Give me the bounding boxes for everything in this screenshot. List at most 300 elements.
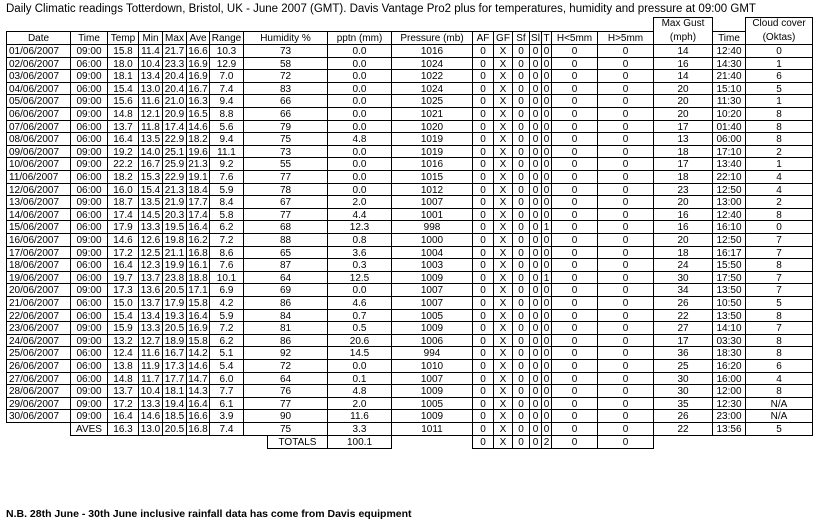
cell-t: 0 [541, 82, 552, 95]
cell-h-lt5: 0 [551, 57, 598, 70]
aves-range: 7.4 [209, 422, 244, 436]
totals-pptn: 100.1 [327, 435, 392, 449]
cell-humidity: 77 [243, 170, 328, 184]
cell-min: 13.5 [138, 132, 163, 146]
cell-humidity: 75 [243, 132, 328, 146]
aves-min: 13.0 [138, 422, 163, 436]
cell-time: 06:00 [70, 82, 108, 95]
cell-cloud-cover: 8 [745, 334, 813, 347]
cell-af: 0 [472, 44, 494, 58]
cell-af: 0 [472, 170, 494, 184]
cell-humidity: 69 [243, 283, 328, 297]
cell-cloud-cover: 4 [745, 183, 813, 196]
cell-sl: 0 [529, 346, 542, 360]
cell-gf: X [493, 195, 513, 209]
cell-humidity: 68 [243, 220, 328, 234]
cell-h-lt5: 0 [551, 82, 598, 95]
cell-max-gust: 22 [653, 309, 713, 322]
cell-time: 06:00 [70, 132, 108, 146]
cell-cloud-cover: 7 [745, 321, 813, 335]
cell-min: 13.6 [138, 283, 163, 297]
cell-pressure: 1016 [391, 44, 473, 58]
totals-label: TOTALS [267, 435, 328, 449]
cell-gust-time: 16:17 [712, 246, 746, 259]
cell-h-lt5: 0 [551, 170, 598, 184]
cell-min: 12.7 [138, 334, 163, 347]
cell-h-lt5: 0 [551, 195, 598, 209]
cell-min: 12.1 [138, 107, 163, 121]
cell-af: 0 [472, 258, 494, 272]
cell-date: 25/06/2007 [6, 346, 71, 360]
cell-range: 9.4 [209, 132, 244, 146]
cell-range: 5.4 [209, 359, 244, 373]
cell-min: 13.7 [138, 271, 163, 284]
cell-min: 13.3 [138, 220, 163, 234]
cell-date: 12/06/2007 [6, 183, 71, 196]
cell-max: 17.9 [162, 296, 187, 310]
cell-min: 13.4 [138, 69, 163, 83]
cell-time: 09:00 [70, 69, 108, 83]
cell-pressure: 994 [391, 346, 473, 360]
cell-date: 24/06/2007 [6, 334, 71, 347]
cell-gf: X [493, 220, 513, 234]
cell-gust-time: 01:40 [712, 120, 746, 133]
cell-max: 23.8 [162, 271, 187, 284]
cell-date: 30/06/2007 [6, 409, 71, 423]
cell-humidity: 65 [243, 246, 328, 259]
cell-gust-time: 16:10 [712, 220, 746, 234]
cell-sf: 0 [512, 120, 530, 133]
cell-gust-time: 16:20 [712, 359, 746, 373]
cell-humidity: 88 [243, 233, 328, 247]
cell-range: 7.4 [209, 82, 244, 95]
cell-pressure: 1019 [391, 145, 473, 158]
cell-min: 10.4 [138, 384, 163, 398]
cell-gust-time: 03:30 [712, 334, 746, 347]
cell-range: 9.2 [209, 157, 244, 171]
cell-t: 0 [541, 346, 552, 360]
cell-sf: 0 [512, 82, 530, 95]
cell-sf: 0 [512, 183, 530, 196]
cell-cloud-cover: 8 [745, 309, 813, 322]
cell-h-lt5: 0 [551, 44, 598, 58]
cell-gf: X [493, 69, 513, 83]
cell-gf: X [493, 132, 513, 146]
cell-t: 0 [541, 397, 552, 410]
cell-humidity: 64 [243, 372, 328, 385]
cell-ave: 16.3 [186, 94, 210, 108]
cell-range: 6.2 [209, 220, 244, 234]
cell-pressure: 1025 [391, 94, 473, 108]
cell-h-lt5: 0 [551, 296, 598, 310]
cell-range: 6.9 [209, 283, 244, 297]
cell-h-gt5: 0 [597, 107, 654, 121]
page-title: Daily Climatic readings Totterdown, Bristol, UK - June 2007 (GMT). Davis Vantage Pro2 plus for temperatures, humidity and pressure at 09:00 GMT [6, 3, 756, 15]
cell-sf: 0 [512, 233, 530, 247]
cell-t: 0 [541, 296, 552, 310]
header-temp: Temp [107, 31, 139, 45]
totals-h-gt5: 0 [597, 435, 654, 449]
cell-humidity: 92 [243, 346, 328, 360]
cell-pressure: 1003 [391, 258, 473, 272]
cell-date: 18/06/2007 [6, 258, 71, 272]
cell-gf: X [493, 258, 513, 272]
cell-sl: 0 [529, 57, 542, 70]
cell-gf: X [493, 359, 513, 373]
cell-h-gt5: 0 [597, 195, 654, 209]
cell-time: 06:00 [70, 183, 108, 196]
cell-humidity: 81 [243, 321, 328, 335]
totals-sf: 0 [512, 435, 530, 449]
cell-h-gt5: 0 [597, 258, 654, 272]
cell-pressure: 1000 [391, 233, 473, 247]
cell-sl: 0 [529, 296, 542, 310]
cell-pressure: 1022 [391, 69, 473, 83]
cell-sl: 0 [529, 132, 542, 146]
cell-ave: 16.4 [186, 309, 210, 322]
cell-af: 0 [472, 409, 494, 423]
cell-max: 18.5 [162, 409, 187, 423]
header-humidity: Humidity % [243, 31, 328, 45]
cell-gust-time: 12:50 [712, 183, 746, 196]
cell-sf: 0 [512, 94, 530, 108]
cell-sf: 0 [512, 145, 530, 158]
cell-temp: 17.4 [107, 208, 139, 221]
cell-min: 11.9 [138, 359, 163, 373]
cell-pressure: 1004 [391, 246, 473, 259]
cell-humidity: 77 [243, 397, 328, 410]
cell-af: 0 [472, 296, 494, 310]
cell-humidity: 55 [243, 157, 328, 171]
cell-ave: 18.4 [186, 183, 210, 196]
cell-af: 0 [472, 208, 494, 221]
cell-min: 13.3 [138, 397, 163, 410]
cell-af: 0 [472, 183, 494, 196]
cell-ave: 16.6 [186, 409, 210, 423]
cell-min: 13.5 [138, 195, 163, 209]
cell-gust-time: 16:00 [712, 372, 746, 385]
cell-cloud-cover: 8 [745, 107, 813, 121]
cell-gf: X [493, 372, 513, 385]
cell-ave: 16.9 [186, 69, 210, 83]
cell-max: 19.3 [162, 309, 187, 322]
cell-gust-time: 13:40 [712, 157, 746, 171]
cell-time: 09:00 [70, 397, 108, 410]
cell-date: 07/06/2007 [6, 120, 71, 133]
cell-ave: 15.8 [186, 296, 210, 310]
cell-af: 0 [472, 359, 494, 373]
aves-sl: 0 [529, 422, 542, 436]
cell-ave: 18.2 [186, 132, 210, 146]
cell-af: 0 [472, 309, 494, 322]
cell-range: 9.4 [209, 94, 244, 108]
aves-h-gt5: 0 [597, 422, 654, 436]
cell-max: 21.7 [162, 44, 187, 58]
cell-sl: 0 [529, 321, 542, 335]
cell-temp: 18.7 [107, 195, 139, 209]
cell-pptn: 0.1 [327, 372, 392, 385]
cell-pptn: 2.0 [327, 195, 392, 209]
cell-af: 0 [472, 271, 494, 284]
cell-h-lt5: 0 [551, 397, 598, 410]
cell-min: 11.6 [138, 94, 163, 108]
cell-h-gt5: 0 [597, 346, 654, 360]
cell-min: 11.6 [138, 346, 163, 360]
cell-af: 0 [472, 132, 494, 146]
cell-date: 08/06/2007 [6, 132, 71, 146]
cell-range: 5.9 [209, 309, 244, 322]
header-h-lt5: H<5mm [551, 31, 598, 45]
cell-date: 29/06/2007 [6, 397, 71, 410]
cell-gust-time: 15:50 [712, 258, 746, 272]
cell-temp: 16.4 [107, 409, 139, 423]
cell-humidity: 84 [243, 309, 328, 322]
cell-cloud-cover: 8 [745, 384, 813, 398]
cell-range: 10.3 [209, 44, 244, 58]
aves-max-gust: 22 [653, 422, 713, 436]
cell-date: 15/06/2007 [6, 220, 71, 234]
cell-max: 18.9 [162, 334, 187, 347]
cell-cloud-cover: 4 [745, 170, 813, 184]
cell-h-lt5: 0 [551, 384, 598, 398]
cell-t: 1 [541, 271, 552, 284]
cell-pptn: 0.0 [327, 157, 392, 171]
cell-sl: 0 [529, 120, 542, 133]
cell-max-gust: 20 [653, 82, 713, 95]
cell-sf: 0 [512, 220, 530, 234]
cell-t: 0 [541, 170, 552, 184]
cell-pressure: 1016 [391, 157, 473, 171]
cell-max-gust: 14 [653, 44, 713, 58]
cell-max-gust: 16 [653, 220, 713, 234]
cell-h-lt5: 0 [551, 220, 598, 234]
cell-t: 0 [541, 246, 552, 259]
cell-temp: 17.9 [107, 220, 139, 234]
cell-pressure: 1001 [391, 208, 473, 221]
cell-max-gust: 20 [653, 107, 713, 121]
cell-max: 20.5 [162, 321, 187, 335]
cell-max-gust: 18 [653, 170, 713, 184]
cell-pptn: 4.8 [327, 384, 392, 398]
cell-sf: 0 [512, 271, 530, 284]
cell-max: 23.3 [162, 57, 187, 70]
cell-h-lt5: 0 [551, 409, 598, 423]
header-max: Max [162, 31, 187, 45]
cell-humidity: 72 [243, 359, 328, 373]
cell-range: 12.9 [209, 57, 244, 70]
cell-t: 0 [541, 94, 552, 108]
cell-sf: 0 [512, 246, 530, 259]
cell-temp: 15.9 [107, 321, 139, 335]
cell-h-lt5: 0 [551, 283, 598, 297]
cell-gf: X [493, 346, 513, 360]
header-pptn: pptn (mm) [327, 31, 392, 45]
cell-time: 09:00 [70, 107, 108, 121]
cell-pressure: 1009 [391, 409, 473, 423]
cell-h-gt5: 0 [597, 120, 654, 133]
cell-gf: X [493, 384, 513, 398]
cell-h-lt5: 0 [551, 346, 598, 360]
aves-temp: 16.3 [107, 422, 139, 436]
cell-cloud-cover: 7 [745, 233, 813, 247]
header-max-gust [653, 17, 713, 45]
cell-time: 09:00 [70, 384, 108, 398]
cell-max-gust: 17 [653, 157, 713, 171]
cell-range: 8.4 [209, 195, 244, 209]
header-time: Time [70, 31, 108, 45]
cell-humidity: 83 [243, 82, 328, 95]
cell-sl: 0 [529, 309, 542, 322]
cell-pressure: 1019 [391, 132, 473, 146]
cell-temp: 15.4 [107, 82, 139, 95]
cell-h-gt5: 0 [597, 246, 654, 259]
header-h-gt5: H>5mm [597, 31, 654, 45]
cell-range: 5.8 [209, 208, 244, 221]
cell-t: 0 [541, 384, 552, 398]
cell-ave: 14.2 [186, 346, 210, 360]
cell-cloud-cover: 0 [745, 220, 813, 234]
cell-cloud-cover: 5 [745, 82, 813, 95]
aves-max: 20.5 [162, 422, 187, 436]
header-cloud-cover [745, 17, 813, 45]
cell-h-lt5: 0 [551, 321, 598, 335]
cell-temp: 13.2 [107, 334, 139, 347]
cell-humidity: 66 [243, 94, 328, 108]
cell-cloud-cover: N/A [745, 409, 813, 423]
header-date: Date [6, 31, 71, 45]
cell-gf: X [493, 246, 513, 259]
cell-max-gust: 30 [653, 271, 713, 284]
cell-sf: 0 [512, 170, 530, 184]
cell-max: 21.3 [162, 183, 187, 196]
cell-min: 10.4 [138, 57, 163, 70]
cell-time: 09:00 [70, 334, 108, 347]
cell-min: 11.7 [138, 372, 163, 385]
cell-h-lt5: 0 [551, 69, 598, 83]
cell-h-gt5: 0 [597, 283, 654, 297]
cell-h-gt5: 0 [597, 183, 654, 196]
cell-h-gt5: 0 [597, 220, 654, 234]
cell-cloud-cover: 4 [745, 372, 813, 385]
cell-gust-time: 15:10 [712, 82, 746, 95]
cell-h-gt5: 0 [597, 409, 654, 423]
cell-h-gt5: 0 [597, 170, 654, 184]
cell-gust-time: 14:30 [712, 57, 746, 70]
cell-max: 19.8 [162, 233, 187, 247]
cell-date: 22/06/2007 [6, 309, 71, 322]
cell-date: 11/06/2007 [6, 170, 71, 184]
cell-ave: 15.8 [186, 334, 210, 347]
cell-h-lt5: 0 [551, 246, 598, 259]
cell-gust-time: 12:40 [712, 44, 746, 58]
cell-sf: 0 [512, 296, 530, 310]
cell-ave: 14.6 [186, 359, 210, 373]
cell-range: 8.8 [209, 107, 244, 121]
cell-temp: 22.2 [107, 157, 139, 171]
cell-range: 7.2 [209, 233, 244, 247]
cell-pptn: 0.7 [327, 309, 392, 322]
cell-ave: 16.6 [186, 44, 210, 58]
cell-t: 0 [541, 107, 552, 121]
cell-h-gt5: 0 [597, 69, 654, 83]
header-range: Range [209, 31, 244, 45]
cell-h-gt5: 0 [597, 384, 654, 398]
cell-max: 17.7 [162, 372, 187, 385]
cell-gust-time: 14:10 [712, 321, 746, 335]
cell-af: 0 [472, 233, 494, 247]
cell-t: 0 [541, 208, 552, 221]
cell-date: 10/06/2007 [6, 157, 71, 171]
cell-temp: 17.2 [107, 246, 139, 259]
cell-ave: 16.4 [186, 397, 210, 410]
cell-af: 0 [472, 107, 494, 121]
cell-cloud-cover: 6 [745, 69, 813, 83]
cell-gf: X [493, 183, 513, 196]
cell-temp: 17.3 [107, 283, 139, 297]
cell-date: 20/06/2007 [6, 283, 71, 297]
cell-gf: X [493, 44, 513, 58]
cell-temp: 14.8 [107, 372, 139, 385]
cell-range: 6.2 [209, 334, 244, 347]
cell-ave: 19.1 [186, 170, 210, 184]
cell-af: 0 [472, 372, 494, 385]
cell-max: 18.1 [162, 384, 187, 398]
cell-af: 0 [472, 57, 494, 70]
cell-max-gust: 16 [653, 57, 713, 70]
aves-ave: 16.8 [186, 422, 210, 436]
cell-h-gt5: 0 [597, 296, 654, 310]
cell-gust-time: 06:00 [712, 132, 746, 146]
cell-pptn: 4.6 [327, 296, 392, 310]
cell-t: 0 [541, 183, 552, 196]
cell-temp: 14.8 [107, 107, 139, 121]
cell-pressure: 1012 [391, 183, 473, 196]
cell-gust-time: 22:10 [712, 170, 746, 184]
cell-humidity: 90 [243, 409, 328, 423]
cell-sl: 0 [529, 359, 542, 373]
cell-gust-time: 13:50 [712, 283, 746, 297]
cell-temp: 18.2 [107, 170, 139, 184]
aves-cloud-cover: 5 [745, 422, 813, 436]
cell-date: 14/06/2007 [6, 208, 71, 221]
cell-af: 0 [472, 120, 494, 133]
cell-cloud-cover: N/A [745, 397, 813, 410]
cell-max-gust: 26 [653, 409, 713, 423]
cell-h-gt5: 0 [597, 334, 654, 347]
cell-pressure: 1005 [391, 309, 473, 322]
cell-date: 09/06/2007 [6, 145, 71, 158]
cell-h-lt5: 0 [551, 94, 598, 108]
totals-af: 0 [472, 435, 494, 449]
cell-max-gust: 17 [653, 334, 713, 347]
cell-humidity: 86 [243, 334, 328, 347]
cell-h-lt5: 0 [551, 334, 598, 347]
aves-pressure: 1011 [391, 422, 473, 436]
cell-min: 12.3 [138, 258, 163, 272]
cell-h-lt5: 0 [551, 145, 598, 158]
cell-sl: 0 [529, 246, 542, 259]
cell-h-lt5: 0 [551, 107, 598, 121]
cell-t: 0 [541, 258, 552, 272]
aves-label: AVES [70, 422, 108, 436]
cell-time: 09:00 [70, 233, 108, 247]
cell-range: 8.6 [209, 246, 244, 259]
cell-pptn: 12.3 [327, 220, 392, 234]
cell-range: 6.0 [209, 372, 244, 385]
cell-h-gt5: 0 [597, 372, 654, 385]
cell-pptn: 20.6 [327, 334, 392, 347]
cell-min: 16.7 [138, 157, 163, 171]
